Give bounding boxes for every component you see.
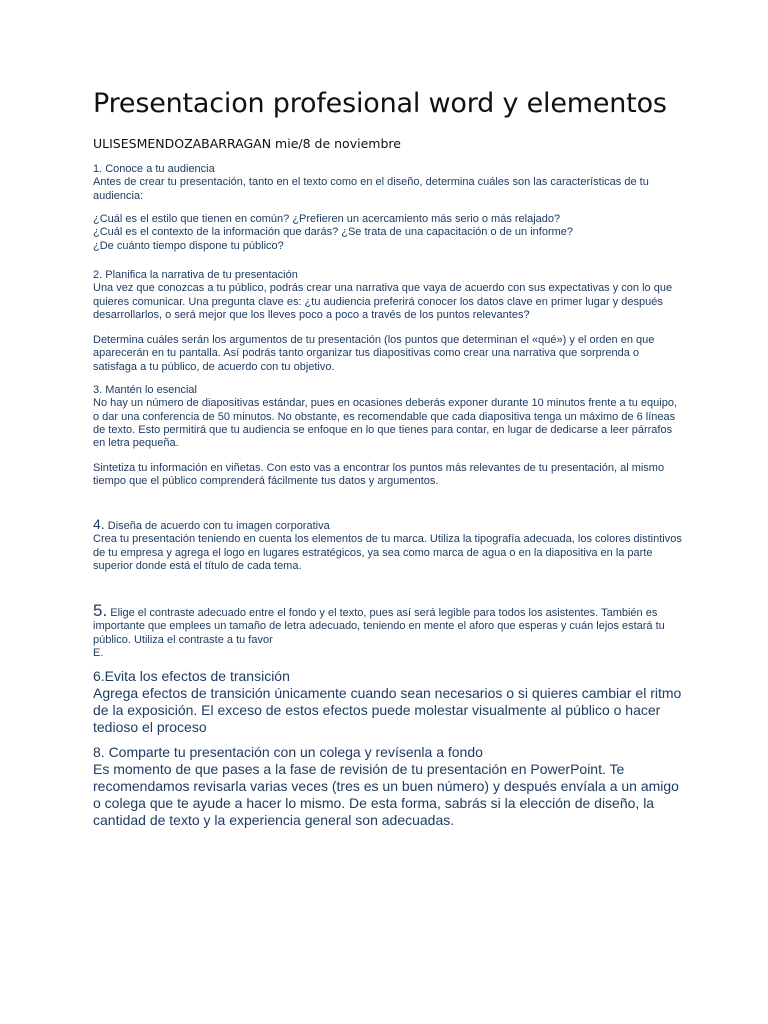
- question-item: ¿De cuánto tiempo dispone tu público?: [93, 239, 284, 252]
- paragraph-text: Determina cuáles serán los argumentos de tu presentación (los puntos que determinan el «qué») y el orden en que aparecerán en tu pantalla. Así podrás tanto organizar tus diapositivas como crear una narrativa que sorprenda o satisfaga a tu público, de acuerdo con tu objetivo.: [93, 334, 655, 373]
- section-2-paragraph: Una vez que conozcas a tu público, podrás crear una narrativa que vaya de acuerdo con sus expectativas y con lo que quieres comunicar. Una pregunta clave es: ¿tu audiencia preferirá conocer los datos clave en primer lugar y después desarrollarlos, o será mejor que los lleves poco a poco a través de los puntos relevantes?: [93, 282, 673, 321]
- document-title: Presentacion profesional word y elementos: [93, 88, 667, 119]
- section-8: [93, 744, 683, 829]
- section-4: [93, 518, 683, 573]
- question-item: ¿Cuál es el contexto de la información que darás? ¿Se trata de una capacitación o de un informe?: [93, 226, 574, 239]
- section-8-paragraph: Es momento de que pases a la fase de revisión de tu presentación en PowerPoint. Te recomendamos revisarla varias veces (tres es un buen número) y después envíala a un amigo o colega que te ayude a hacer lo mismo. De esta forma, sabrás si la elección de diseño, la cantidad de texto y la experiencia general son adecuadas.: [93, 761, 679, 828]
- section-4-heading-text: Diseña de acuerdo con tu imagen corporativa: [104, 520, 330, 532]
- section-2: [93, 269, 683, 322]
- section-3: [93, 384, 683, 450]
- section-2-heading: 2. Planifica la narrativa de tu presentación: [93, 269, 298, 281]
- question-item: ¿Cuál es el estilo que tienen en común? ¿Prefieren un acercamiento más serio o más relajado?: [93, 213, 561, 225]
- section-1-questions: [93, 213, 683, 253]
- section-2-paragraph-2: [93, 334, 683, 374]
- paragraph-text: Sintetiza tu información en viñetas. Con esto vas a encontrar los puntos más relevantes de tu presentación, al mismo tiempo que el público comprenderá fácilmente tus datos y argumentos.: [93, 462, 665, 488]
- section-4-number: 4.: [93, 516, 105, 532]
- section-5-trailing: E.: [93, 646, 104, 659]
- section-3-paragraph-2: [93, 462, 683, 489]
- section-5-number: 5.: [93, 601, 108, 620]
- section-1: [93, 163, 683, 203]
- section-5-paragraph: [93, 601, 683, 647]
- section-6: [93, 668, 683, 736]
- author-date-line: ULISESMENDOZABARRAGAN mie/8 de noviembre: [93, 136, 401, 151]
- section-5-text: Elige el contraste adecuado entre el fondo y el texto, pues así será legible para todos los asistentes. También es importante que emplees un tamaño de letra adecuado, teniendo en mente el aforo que esperas y cuán lejos estará tu público. Utiliza el contraste a tu favor: [93, 607, 665, 646]
- section-3-paragraph: No hay un número de diapositivas estándar, pues en ocasiones deberás exponer durante 10 minutos frente a tu equipo, o dar una conferencia de 50 minutos. No obstante, es recomendable que cada diapositiva tenga un máximo de 6 líneas de texto. Esto permitirá que tu audiencia se enfoque en lo que tienes para contar, en lugar de dedicarse a leer párrafos en letra pequeña.: [93, 397, 677, 450]
- section-3-heading: 3. Mantén lo esencial: [93, 384, 197, 396]
- section-6-heading: 6.Evita los efectos de transición: [93, 668, 290, 684]
- section-4-heading: [93, 518, 683, 533]
- section-1-heading: 1. Conoce a tu audiencia: [93, 163, 215, 175]
- section-8-heading: 8. Comparte tu presentación con un colega y revísenla a fondo: [93, 744, 483, 760]
- section-6-paragraph: Agrega efectos de transición únicamente cuando sean necesarios o si quieres cambiar el ritmo de la exposición. El exceso de estos efectos puede molestar visualmente al público o hacer tedioso el proceso: [93, 685, 682, 735]
- section-4-paragraph: Crea tu presentación teniendo en cuenta los elementos de tu marca. Utiliza la tipografía adecuada, los colores distintivos de tu empresa y agrega el logo en lugares estratégicos, ya sea como marca de agua o en la diapositiva en la parte superior donde está el título de cada tema.: [93, 533, 682, 572]
- section-1-paragraph: Antes de crear tu presentación, tanto en el texto como en el diseño, determina cuáles son las características de tu audiencia:: [93, 176, 649, 202]
- section-5: [93, 601, 683, 660]
